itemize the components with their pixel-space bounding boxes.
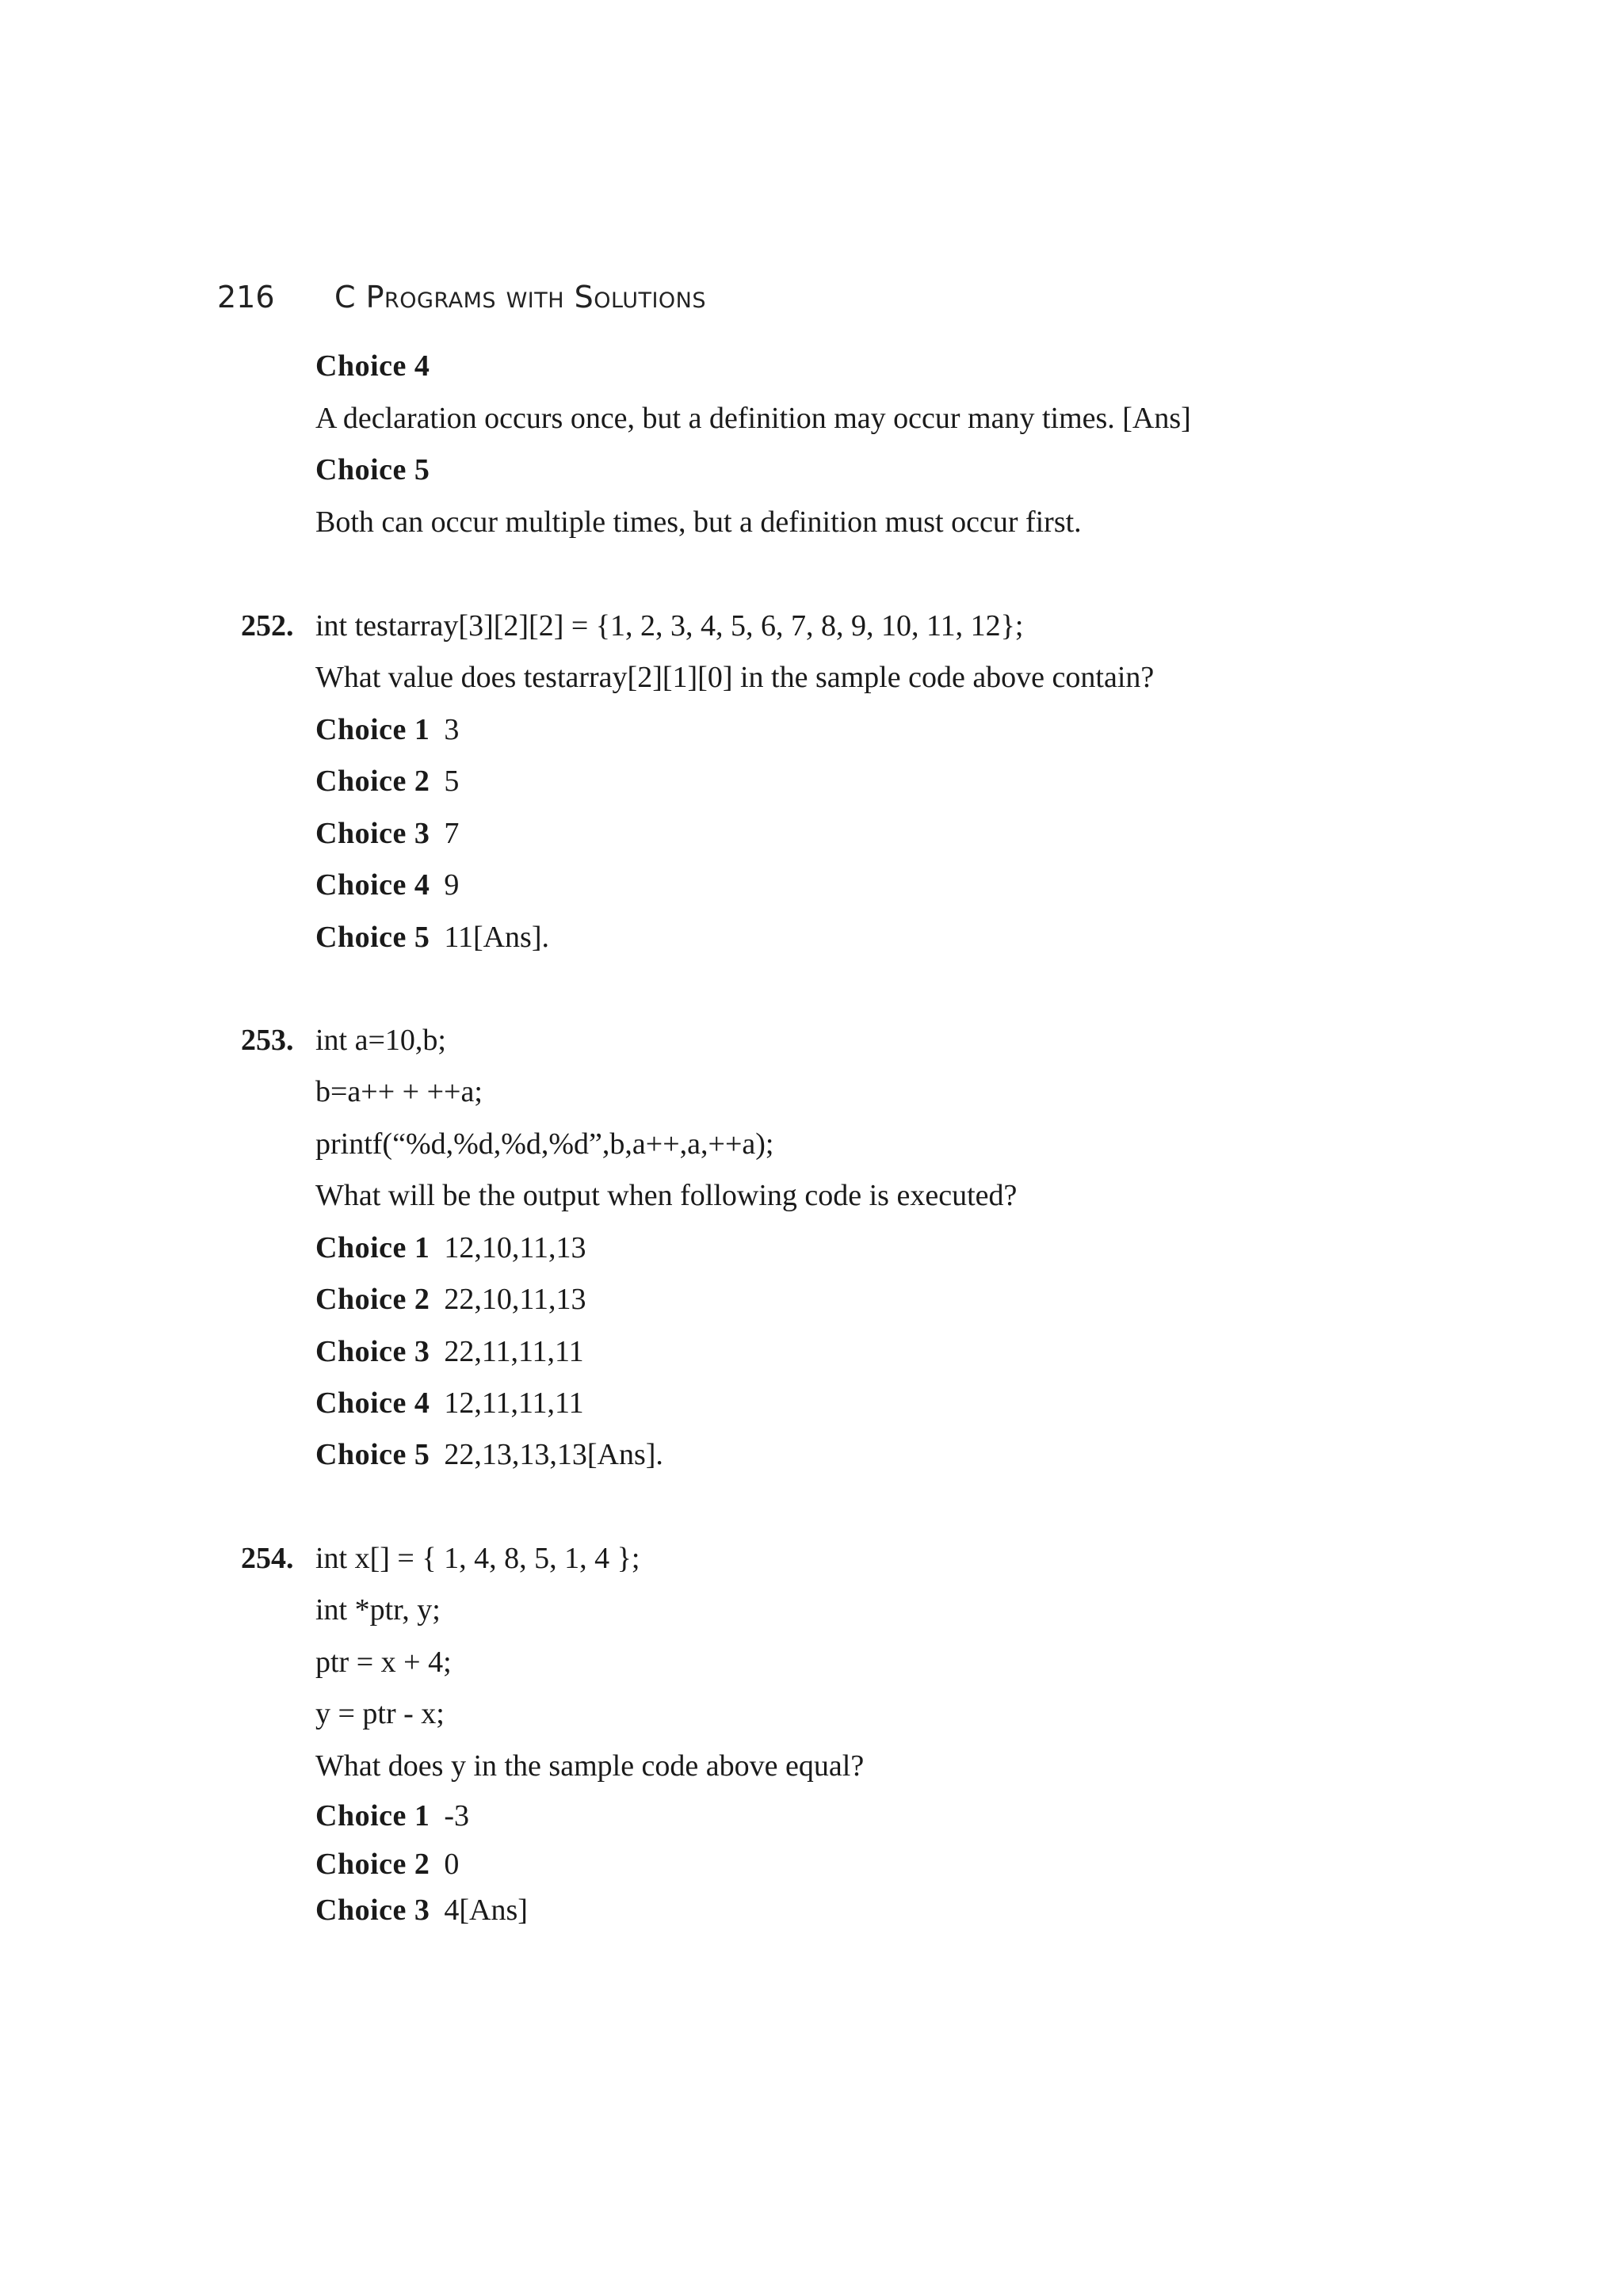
choice-label: Choice 4: [315, 868, 430, 902]
question-code-line: int testarray[3][2][2] = {1, 2, 3, 4, 5, 6, 7, 8, 9, 10, 11, 12};: [315, 609, 1024, 643]
running-head: [217, 273, 706, 321]
choice-label: Choice 2: [315, 1848, 430, 1881]
question-text: What does y in the sample code above equal?: [315, 1749, 865, 1783]
choice-label: Choice 2: [315, 1283, 430, 1316]
choice-value: 5: [444, 765, 460, 798]
choice-value: 11[Ans].: [444, 921, 550, 954]
choice-label: Choice 5: [315, 453, 430, 486]
choice-value: 3: [444, 713, 460, 746]
choice-label: Choice 1: [315, 1231, 430, 1264]
choice-row: [315, 710, 459, 749]
choice-row: [315, 1435, 663, 1474]
question-code-line: b=a++ + ++a;: [315, 1075, 483, 1108]
choice-row: [315, 917, 549, 957]
choice-label: Choice 5: [315, 921, 430, 954]
question-number: 253.: [241, 1024, 294, 1057]
choice-row: [315, 1890, 528, 1930]
choice-label: Choice 5: [315, 1438, 430, 1471]
choice-text: A declaration occurs once, but a definition may occur many times. [Ans]: [315, 402, 1191, 435]
question-code-line: int a=10,b;: [315, 1024, 446, 1057]
choice-row: [315, 1383, 584, 1423]
choice-row: [315, 761, 459, 801]
choice-row: [315, 1228, 586, 1268]
book-title: C Programs with Solutions: [334, 280, 707, 315]
choice-value: 0: [444, 1848, 460, 1881]
question-number: 254.: [241, 1542, 294, 1575]
question-code-line: y = ptr - x;: [315, 1697, 445, 1730]
question-number: 252.: [241, 609, 294, 643]
question-code-line: int x[] = { 1, 4, 8, 5, 1, 4 };: [315, 1542, 640, 1575]
choice-value: 22,10,11,13: [444, 1283, 586, 1316]
choice-label: Choice 1: [315, 1799, 430, 1833]
question-code-line: ptr = x + 4;: [315, 1646, 452, 1679]
question-code-line: int *ptr, y;: [315, 1593, 441, 1627]
choice-value: 22,13,13,13[Ans].: [444, 1438, 663, 1471]
choice-label: Choice 3: [315, 1335, 430, 1368]
choice-row: [315, 814, 459, 853]
choice-value: 4[Ans]: [444, 1894, 528, 1927]
choice-value: 22,11,11,11: [444, 1335, 584, 1368]
choice-label: Choice 1: [315, 713, 430, 746]
question-code-line: printf(“%d,%d,%d,%d”,b,a++,a,++a);: [315, 1127, 774, 1161]
choice-row: [315, 1280, 586, 1319]
choice-label: Choice 2: [315, 765, 430, 798]
choice-label: Choice 4: [315, 349, 430, 383]
question-text: What will be the output when following code is executed?: [315, 1179, 1018, 1212]
choice-value: 12,11,11,11: [444, 1386, 584, 1420]
page-number: 216: [217, 280, 275, 315]
choice-row: [315, 865, 459, 905]
choice-value: 7: [444, 817, 460, 850]
question-text: What value does testarray[2][1][0] in the sample code above contain?: [315, 661, 1155, 694]
choice-value: 12,10,11,13: [444, 1231, 586, 1264]
choice-row: [315, 1844, 459, 1884]
choice-row: [315, 1796, 469, 1836]
choice-value: 9: [444, 868, 460, 902]
choice-label: Choice 3: [315, 1894, 430, 1927]
choice-row: [315, 1332, 584, 1371]
choice-text: Both can occur multiple times, but a definition must occur first.: [315, 505, 1082, 539]
choice-value: -3: [444, 1799, 470, 1833]
choice-label: Choice 3: [315, 817, 430, 850]
choice-label: Choice 4: [315, 1386, 430, 1420]
